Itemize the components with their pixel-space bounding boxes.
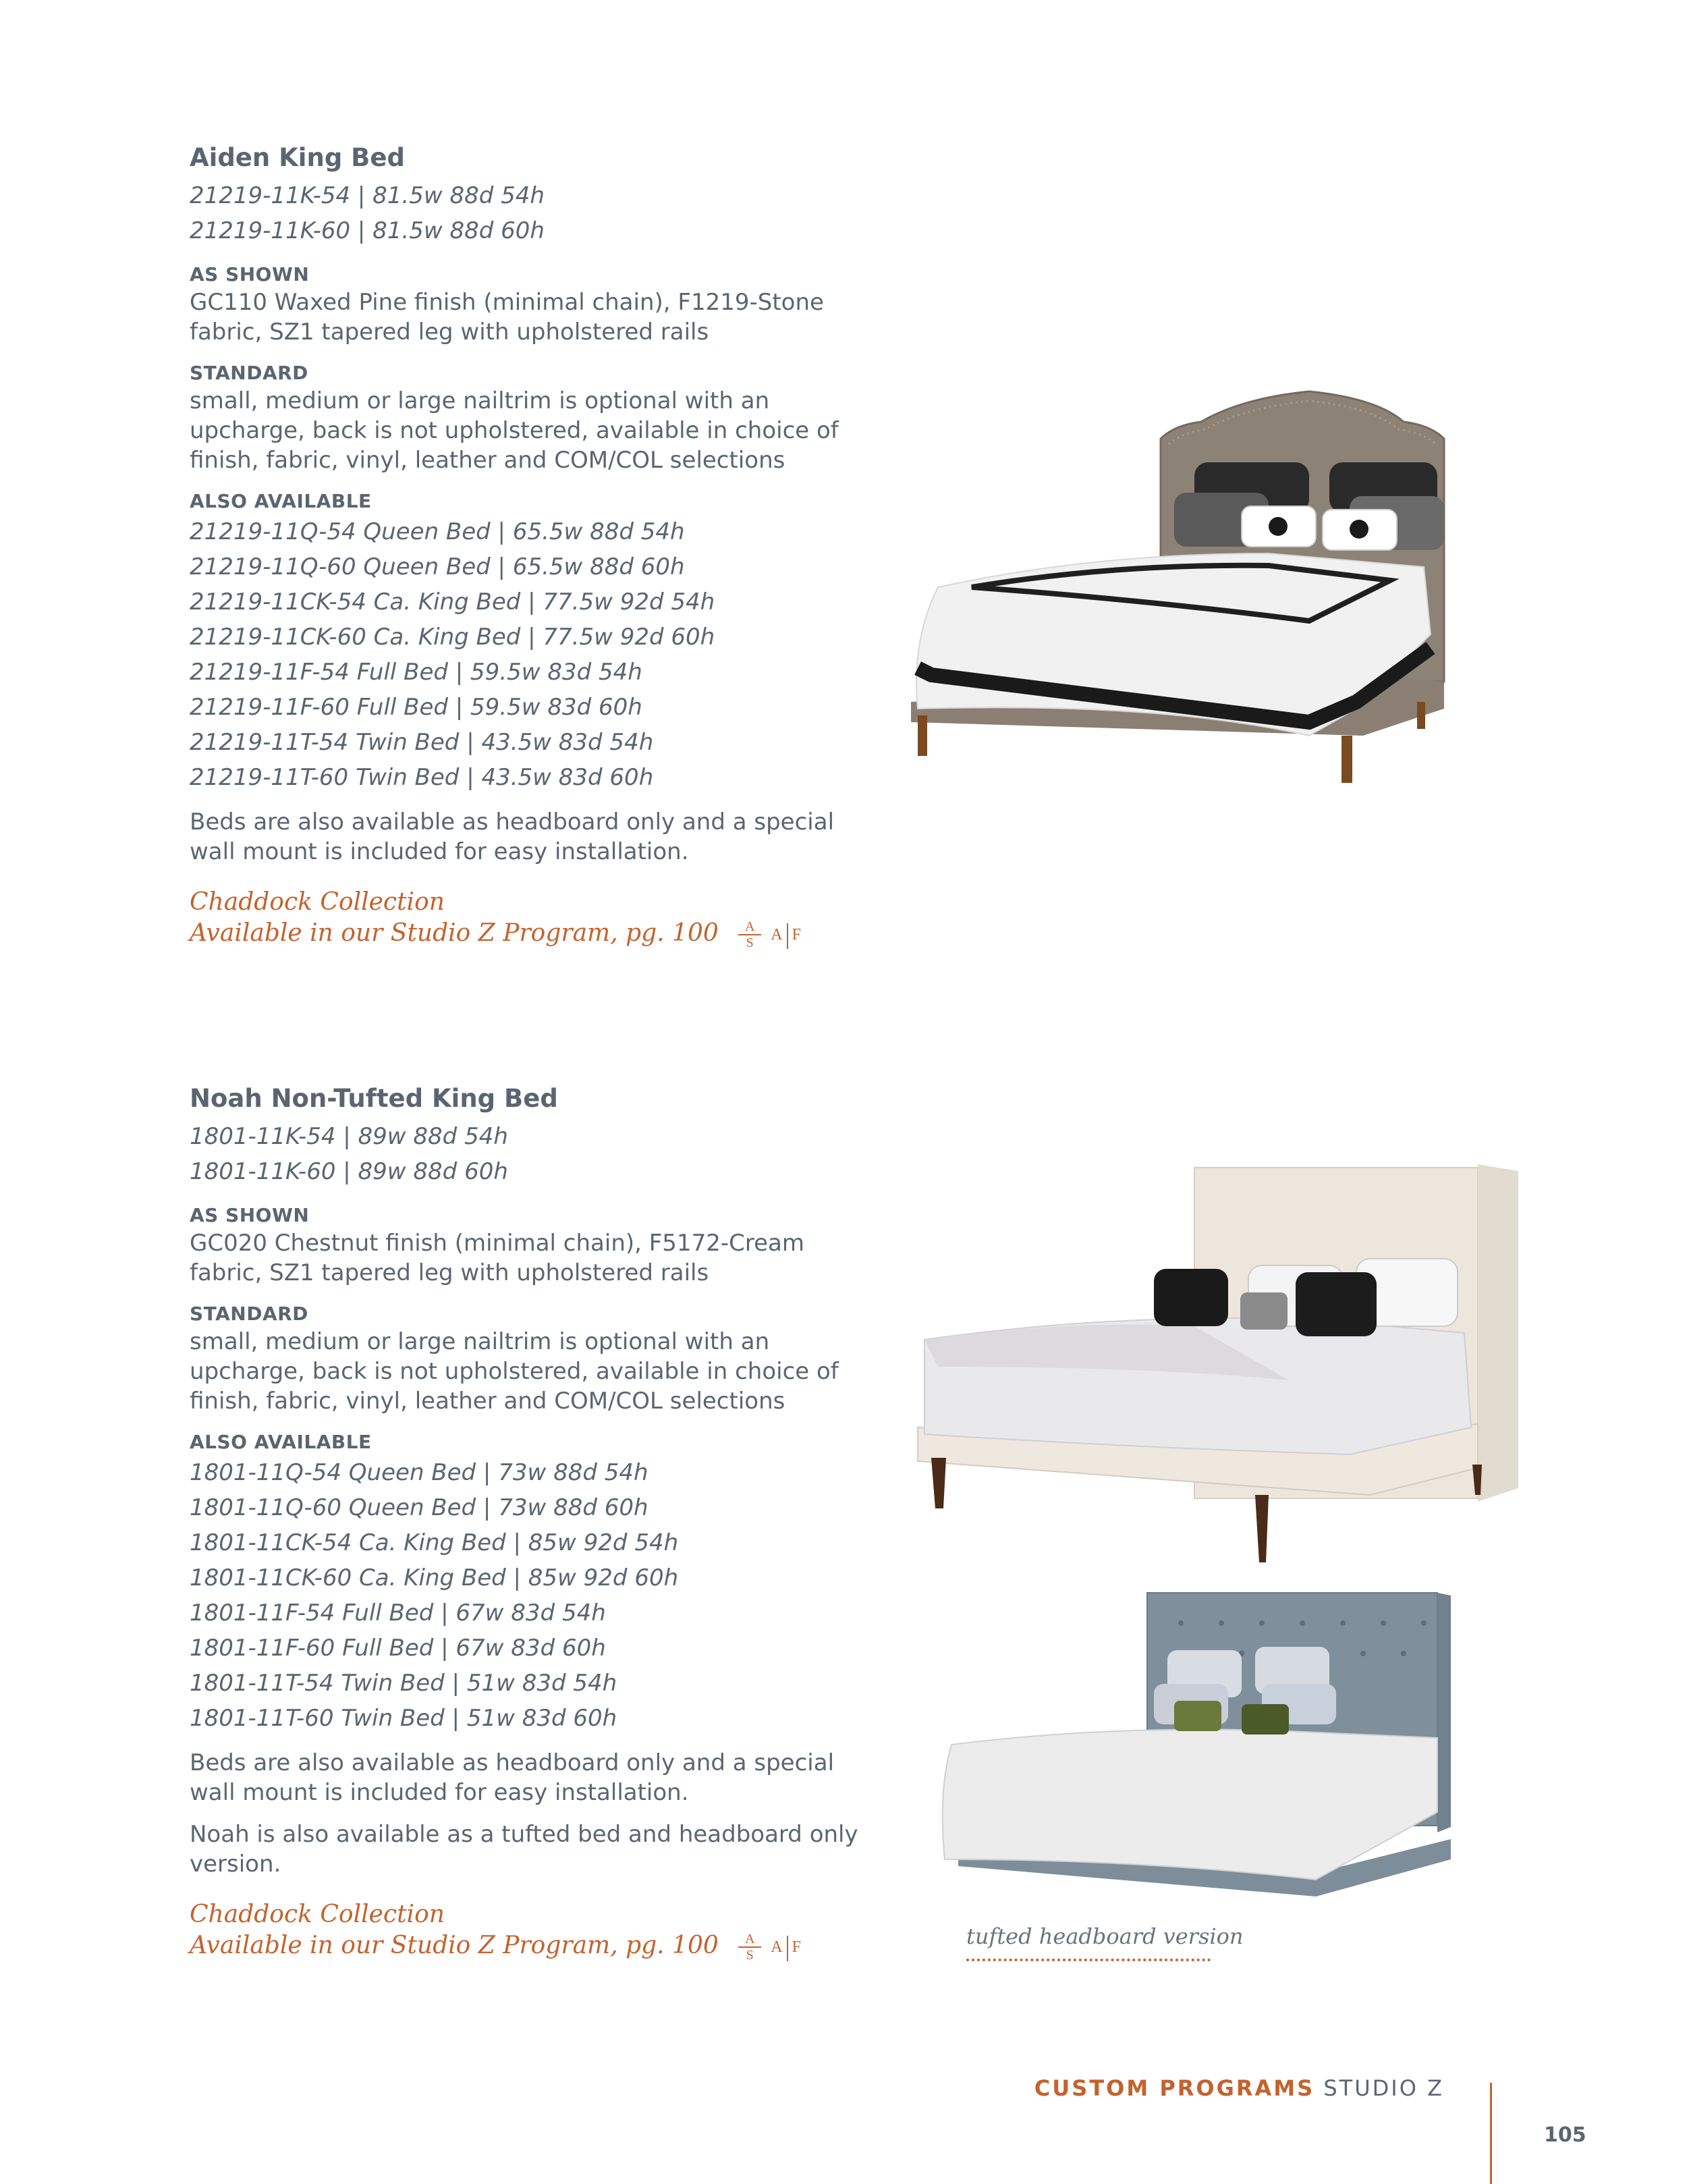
- asf-logo: [738, 919, 801, 950]
- list-item: 21219-11Q-54 Queen Bed | 65.5w 88d 54h: [190, 518, 685, 546]
- aiden-bed-image: [891, 385, 1539, 803]
- sku-line: 1801-11K-54 | 89w 88d 54h: [190, 1123, 508, 1151]
- program-line: [190, 1930, 878, 1963]
- list-item: 1801-11CK-54 Ca. King Bed | 85w 92d 54h: [190, 1529, 679, 1557]
- standard-label: STANDARD: [190, 362, 308, 385]
- logo-left: A: [771, 1938, 783, 1957]
- logo-left: A: [771, 926, 783, 944]
- list-item: 21219-11T-60 Twin Bed | 43.5w 83d 60h: [190, 764, 654, 792]
- sku-line: 21219-11K-54 | 81.5w 88d 54h: [190, 182, 545, 210]
- tufted-note: Noah is also available as a tufted bed and headboard only version.: [190, 1821, 858, 1878]
- collection-block: [190, 1899, 878, 1963]
- also-available-list: [190, 514, 878, 795]
- image-caption: tufted headboard version: [966, 1923, 1244, 1949]
- collection-name: Chaddock Collection: [190, 888, 445, 917]
- product-title: Aiden King Bed: [190, 143, 405, 172]
- list-item: 21219-11CK-60 Ca. King Bed | 77.5w 92d 60h: [190, 624, 715, 651]
- also-available-label: ALSO AVAILABLE: [190, 1431, 372, 1454]
- list-item: 1801-11F-60 Full Bed | 67w 83d 60h: [190, 1635, 606, 1662]
- list-item: 21219-11T-54 Twin Bed | 43.5w 83d 54h: [190, 729, 654, 757]
- list-item: 21219-11Q-60 Queen Bed | 65.5w 88d 60h: [190, 553, 685, 581]
- logo-right: F: [792, 926, 801, 944]
- logo-right: F: [792, 1938, 801, 1957]
- also-available-label: ALSO AVAILABLE: [190, 490, 372, 513]
- as-shown-label: AS SHOWN: [190, 1204, 310, 1227]
- list-item: 21219-11F-60 Full Bed | 59.5w 83d 60h: [190, 694, 642, 721]
- footer-section-label: [1034, 2075, 1444, 2101]
- list-item: 1801-11F-54 Full Bed | 67w 83d 54h: [190, 1600, 606, 1627]
- list-item: 1801-11Q-54 Queen Bed | 73w 88d 54h: [190, 1459, 648, 1487]
- footer-divider: [1490, 2083, 1492, 2184]
- logo-top: A: [745, 1932, 755, 1947]
- program-line: [190, 918, 878, 950]
- standard-text: small, medium or large nailtrim is optional with an upcharge, back is not upholstered, available in choice of finish, fabric, vinyl, leather and COM/COL selections: [190, 1328, 839, 1415]
- page-number: 105: [1544, 2123, 1586, 2147]
- headboard-note: Beds are also available as headboard only and a special wall mount is included for easy installation.: [190, 1749, 835, 1807]
- footer-accent: CUSTOM PROGRAMS: [1034, 2075, 1315, 2101]
- product-aiden: [190, 143, 878, 950]
- list-item: 1801-11T-60 Twin Bed | 51w 83d 60h: [190, 1705, 617, 1732]
- logo-top: A: [745, 919, 755, 935]
- product-title: Noah Non-Tufted King Bed: [190, 1084, 558, 1113]
- as-shown-label: AS SHOWN: [190, 263, 310, 286]
- asf-logo: [738, 1932, 801, 1963]
- list-item: 1801-11CK-60 Ca. King Bed | 85w 92d 60h: [190, 1564, 679, 1592]
- tufted-bed-image: [938, 1589, 1451, 1907]
- also-available-list: [190, 1455, 878, 1736]
- logo-bottom: S: [746, 935, 754, 951]
- logo-bottom: S: [746, 1948, 754, 1963]
- list-item: 21219-11CK-54 Ca. King Bed | 77.5w 92d 54h: [190, 589, 715, 616]
- footer-rest: STUDIO Z: [1323, 2075, 1444, 2101]
- as-shown-text: GC020 Chestnut finish (minimal chain), F5172-Cream fabric, SZ1 tapered leg with upholstered rails: [190, 1230, 804, 1287]
- noah-bed-image: [911, 1157, 1539, 1569]
- standard-label: STANDARD: [190, 1303, 308, 1326]
- sku-line: 1801-11K-60 | 89w 88d 60h: [190, 1158, 508, 1186]
- product-noah: [190, 1084, 878, 1963]
- sku-line: 21219-11K-60 | 81.5w 88d 60h: [190, 217, 545, 245]
- caption-underline: [966, 1959, 1211, 1961]
- program-text: Available in our Studio Z Program, pg. 100: [190, 1932, 719, 1960]
- collection-block: [190, 887, 878, 950]
- collection-name: Chaddock Collection: [190, 1901, 445, 1929]
- list-item: 21219-11F-54 Full Bed | 59.5w 83d 54h: [190, 659, 642, 686]
- headboard-note: Beds are also available as headboard only and a special wall mount is included for easy installation.: [190, 809, 835, 866]
- program-text: Available in our Studio Z Program, pg. 100: [190, 919, 719, 948]
- list-item: 1801-11Q-60 Queen Bed | 73w 88d 60h: [190, 1494, 648, 1522]
- list-item: 1801-11T-54 Twin Bed | 51w 83d 54h: [190, 1670, 617, 1697]
- as-shown-text: GC110 Waxed Pine finish (minimal chain), F1219-Stone fabric, SZ1 tapered leg with upholstered rails: [190, 289, 824, 346]
- standard-text: small, medium or large nailtrim is optional with an upcharge, back is not upholstered, available in choice of finish, fabric, vinyl, leather and COM/COL selections: [190, 387, 839, 474]
